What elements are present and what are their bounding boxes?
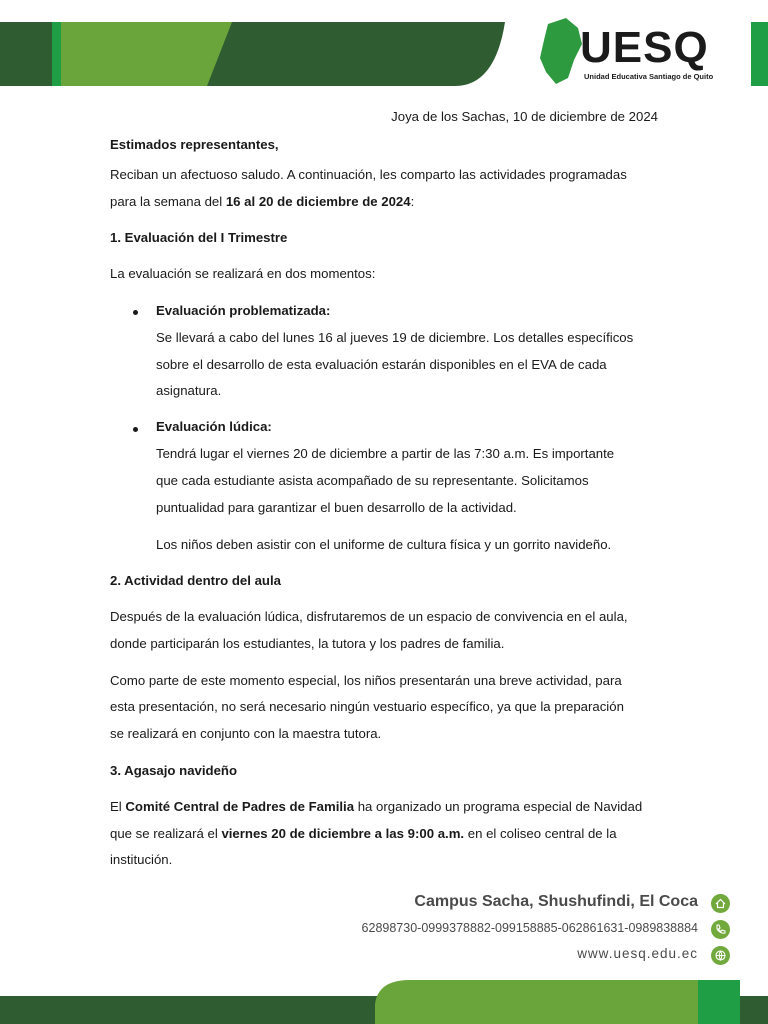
- bullet-2-line-2: que cada estudiante asista acompañado de su representante. Solicitamos: [156, 473, 589, 488]
- section-2-p1-line-2: donde participarán los estudiantes, la tutora y los padres de familia.: [110, 636, 505, 651]
- section-3-text: El: [110, 799, 126, 814]
- section-1-title: 1. Evaluación del I Trimestre: [110, 230, 288, 245]
- bullet-marker: [133, 310, 138, 315]
- section-2-p2-line-2: esta presentación, no será necesario ningún vestuario específico, ya que la preparación: [110, 699, 624, 714]
- event-datetime: viernes 20 de diciembre a las 9:00 a.m.: [221, 826, 465, 841]
- bullet-2-note: Los niños deben asistir con el uniforme de cultura física y un gorrito navideño.: [156, 537, 612, 552]
- header-accent-stripe: [52, 22, 61, 86]
- section-3-text: que se realizará el: [110, 826, 222, 841]
- bullet-1-line-1: Se llevará a cabo del lunes 16 al jueves 19 de diciembre. Los detalles específicos: [156, 330, 634, 345]
- bullet-marker: [133, 427, 138, 432]
- bullet-1-line-2: sobre el desarrollo de esta evaluación estarán disponibles en el EVA de cada: [156, 357, 607, 372]
- globe-icon: [711, 946, 730, 965]
- footer-band: [0, 976, 768, 1024]
- campus-line: Campus Sacha, Shushufindi, El Coca: [414, 893, 698, 910]
- salutation: Estimados representantes,: [110, 137, 279, 152]
- intro-text: para la semana del: [110, 194, 226, 209]
- phones-line: 62898730-0999378882-099158885-062861631-0989838884: [361, 921, 698, 935]
- bullet-1-line-3: asignatura.: [156, 383, 222, 398]
- section-3-title: 3. Agasajo navideño: [110, 763, 238, 778]
- section-2-title: 2. Actividad dentro del aula: [110, 573, 281, 588]
- intro-line-1: Reciban un afectuoso saludo. A continuación, les comparto las actividades programadas: [110, 167, 627, 182]
- footer-light-stripe: [375, 980, 698, 1024]
- section-3-line-2: [110, 825, 617, 843]
- date-line: Joya de los Sachas, 10 de diciembre de 2024: [391, 109, 658, 124]
- bullet-1-title: Evaluación problematizada:: [156, 303, 331, 318]
- section-3-line-3: institución.: [110, 852, 173, 867]
- footer-accent-stripe: [698, 980, 740, 1024]
- section-2-p2-line-3: se realizará en conjunto con la maestra tutora.: [110, 726, 382, 741]
- home-icon: [711, 894, 730, 913]
- header-right-stripe: [751, 22, 768, 86]
- section-2-p2-line-1: Como parte de este momento especial, los niños presentarán una breve actividad, para: [110, 673, 622, 688]
- header-light-stripe: [61, 22, 232, 86]
- committee-name: Comité Central de Padres de Familia: [125, 799, 355, 814]
- section-1-intro: La evaluación se realizará en dos momentos:: [110, 266, 376, 281]
- logo-subtitle: Unidad Educativa Santiago de Quito: [584, 72, 714, 81]
- bullet-2-line-3: puntualidad para garantizar el buen desarrollo de la actividad.: [156, 500, 517, 515]
- section-3-text: en el coliseo central de la: [464, 826, 617, 841]
- map-icon: [540, 18, 582, 84]
- intro-colon: :: [410, 194, 415, 209]
- section-3-line-1: [110, 798, 642, 816]
- logo-wordmark: UESQ: [580, 23, 709, 72]
- bullet-2-line-1: Tendrá lugar el viernes 20 de diciembre a partir de las 7:30 a.m. Es importante: [156, 446, 615, 461]
- bullet-2-title: Evaluación lúdica:: [156, 419, 272, 434]
- intro-line-2: [110, 193, 414, 211]
- phone-icon: [711, 920, 730, 939]
- section-3-text: ha organizado un programa especial de Navidad: [354, 799, 643, 814]
- section-2-p1-line-1: Después de la evaluación lúdica, disfrutaremos de un espacio de convivencia en el aula,: [110, 609, 628, 624]
- intro-dates: 16 al 20 de diciembre de 2024: [225, 194, 411, 209]
- website-link[interactable]: www.uesq.edu.ec: [577, 946, 698, 961]
